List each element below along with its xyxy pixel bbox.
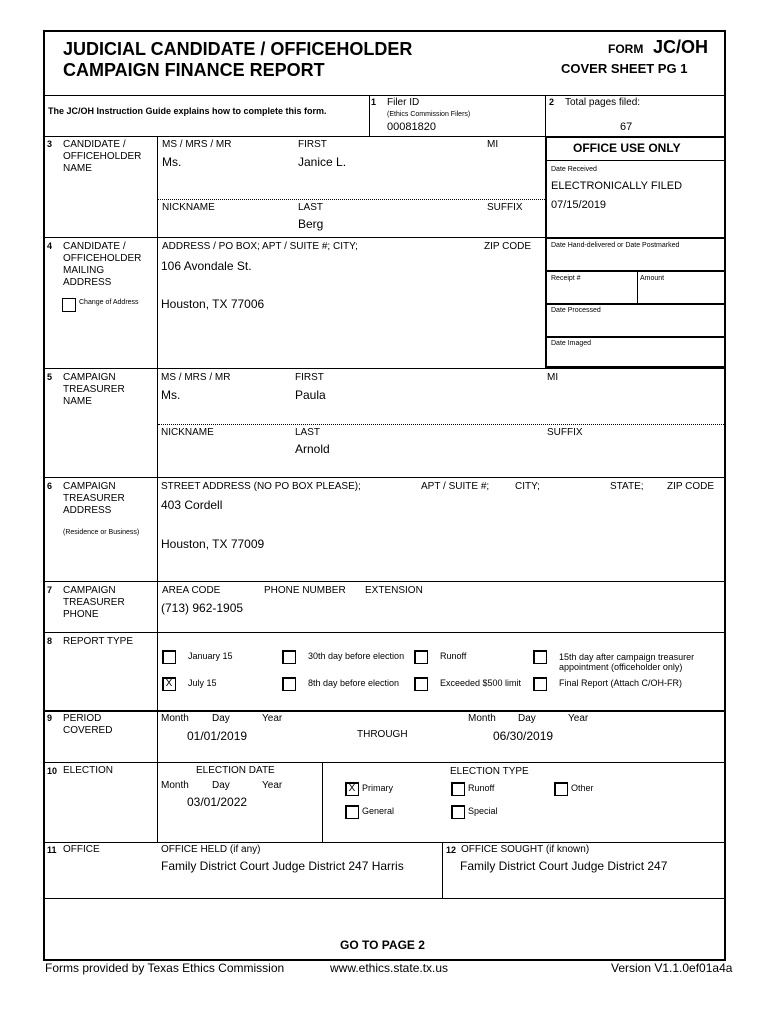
sec5-suffix-label: SUFFIX: [547, 427, 583, 438]
period-to-date: 06/30/2019: [493, 729, 554, 743]
sec8-num: 8: [47, 636, 53, 646]
treasurer-last-name: Arnold: [295, 442, 330, 456]
office-sought-label: OFFICE SOUGHT (if known): [461, 844, 590, 855]
footer-url[interactable]: www.ethics.state.tx.us: [330, 961, 449, 975]
treasurer-street: 403 Cordell: [161, 498, 223, 512]
election-general-checkbox[interactable]: [345, 805, 359, 819]
candidate-first-name: Janice L.: [298, 155, 347, 169]
report-jul15-label: July 15: [188, 678, 217, 688]
sec6-num: 6: [47, 481, 53, 491]
election-type-label: ELECTION TYPE: [450, 766, 529, 777]
election-special-label: Special: [468, 806, 498, 816]
report-15day-label: 15th day after campaign treasurer appointment (officeholder only): [559, 652, 695, 672]
sec3-num: 3: [47, 139, 53, 149]
sec3-first-label: FIRST: [298, 139, 327, 150]
election-year-label: Year: [262, 780, 283, 791]
report-jan15-label: January 15: [188, 651, 233, 661]
office-held-label: OFFICE HELD (if any): [161, 844, 261, 855]
sec5-nickname-label: NICKNAME: [161, 427, 214, 438]
sec11-num: 11: [47, 845, 57, 855]
sec5-last-label: LAST: [295, 427, 321, 438]
report-jan15-checkbox[interactable]: [162, 650, 176, 664]
sec4-num: 4: [47, 241, 53, 251]
candidate-street: 106 Avondale St.: [161, 259, 252, 273]
sec6-label: CAMPAIGN TREASURER ADDRESS: [63, 481, 125, 516]
sec4-columns-label: ADDRESS / PO BOX; APT / SUITE #; CITY;: [162, 241, 358, 252]
form-word: FORM: [608, 42, 644, 56]
report-exceeded-label: Exceeded $500 limit: [440, 678, 522, 688]
sec5-first-label: FIRST: [295, 372, 324, 383]
filed-date: 07/15/2019: [551, 199, 607, 211]
receipt-label: Receipt #: [551, 275, 581, 282]
sec12-num: 12: [446, 845, 457, 855]
form-title-line2: CAMPAIGN FINANCE REPORT: [63, 60, 325, 80]
sec3-salutation-label: MS / MRS / MR: [162, 139, 232, 150]
period-from-year-label: Year: [262, 713, 283, 724]
hand-delivered-label: Date Hand-delivered or Date Postmarked: [551, 242, 680, 249]
election-date: 03/01/2022: [187, 795, 248, 809]
treasurer-city: Houston, TX 77009: [161, 537, 265, 551]
election-runoff-checkbox[interactable]: [451, 782, 465, 796]
election-date-label: ELECTION DATE: [196, 765, 275, 776]
period-to-year-label: Year: [568, 713, 589, 724]
sec5-mi-label: MI: [547, 372, 559, 383]
sec7-phone-label: PHONE NUMBER: [264, 585, 346, 596]
sec8-label: REPORT TYPE: [63, 636, 134, 647]
election-primary-checkbox[interactable]: X: [345, 782, 359, 796]
candidate-salutation: Ms.: [162, 155, 182, 169]
election-primary-label: Primary: [362, 783, 393, 793]
filer-id-num: 1: [371, 97, 377, 107]
election-other-label: Other: [571, 783, 594, 793]
sec10-label: ELECTION: [63, 765, 114, 776]
sec11-label: OFFICE: [63, 844, 100, 855]
amount-label: Amount: [640, 275, 665, 282]
footer-provided: Forms provided by Texas Ethics Commission: [45, 961, 285, 975]
filed-status: ELECTRONICALLY FILED: [551, 180, 683, 192]
period-through: THROUGH: [357, 729, 408, 740]
sec5-label: CAMPAIGN TREASURER NAME: [63, 372, 125, 407]
filer-id-sub: (Ethics Commission Filers): [387, 111, 471, 118]
period-to-month-label: Month: [468, 713, 496, 724]
report-final-label: Final Report (Attach C/OH-FR): [559, 678, 683, 688]
report-30day-label: 30th day before election: [308, 651, 405, 661]
footer-version: Version V1.1.0ef01a4a: [611, 961, 733, 975]
report-final-checkbox[interactable]: [533, 677, 547, 691]
change-of-address-label: Change of Address: [79, 299, 139, 306]
period-from-month-label: Month: [161, 713, 189, 724]
period-from-day-label: Day: [212, 713, 230, 724]
form-title-line1: JUDICIAL CANDIDATE / OFFICEHOLDER: [63, 39, 413, 59]
sec3-label: CANDIDATE / OFFICEHOLDER NAME: [63, 139, 142, 174]
sec4-label: CANDIDATE / OFFICEHOLDER MAILING ADDRESS: [63, 241, 142, 288]
date-processed-label: Date Processed: [551, 307, 601, 314]
change-of-address-checkbox[interactable]: [62, 298, 76, 312]
report-8day-checkbox[interactable]: [282, 677, 296, 691]
sec5-salutation-label: MS / MRS / MR: [161, 372, 231, 383]
report-jul15-checkbox[interactable]: X: [162, 677, 176, 691]
office-use-title: OFFICE USE ONLY: [573, 141, 681, 155]
period-to-day-label: Day: [518, 713, 536, 724]
sec6-city-label: CITY;: [515, 481, 540, 492]
election-day-label: Day: [212, 780, 230, 791]
election-other-checkbox[interactable]: [554, 782, 568, 796]
report-runoff-label: Runoff: [440, 651, 467, 661]
candidate-last-name: Berg: [298, 217, 324, 231]
sec7-label: CAMPAIGN TREASURER PHONE: [63, 585, 125, 620]
sec6-state-label: STATE;: [610, 481, 644, 492]
sec5-num: 5: [47, 372, 53, 382]
treasurer-first-name: Paula: [295, 388, 326, 402]
sec4-zip-label: ZIP CODE: [484, 241, 532, 252]
election-runoff-label: Runoff: [468, 783, 495, 793]
cover-sheet-label: COVER SHEET PG 1: [561, 61, 688, 76]
total-pages-num: 2: [549, 97, 555, 107]
total-pages-value: 67: [620, 121, 633, 133]
sec6-zip-label: ZIP CODE: [667, 481, 715, 492]
sec9-num: 9: [47, 713, 53, 723]
treasurer-salutation: Ms.: [161, 388, 181, 402]
sec6-apt-label: APT / SUITE #;: [421, 481, 490, 492]
sec7-num: 7: [47, 585, 53, 595]
office-held-value: Family District Court Judge District 247 Harris: [161, 859, 404, 873]
report-exceeded-checkbox[interactable]: [414, 677, 428, 691]
election-month-label: Month: [161, 780, 189, 791]
report-15day-checkbox[interactable]: [533, 650, 547, 664]
sec7-ext-label: EXTENSION: [365, 585, 423, 596]
go-to-page-2: GO TO PAGE 2: [340, 938, 425, 952]
date-imaged-label: Date Imaged: [551, 340, 592, 347]
total-pages-label: Total pages filed:: [565, 97, 641, 108]
sec3-last-label: LAST: [298, 202, 324, 213]
sec7-area-label: AREA CODE: [162, 585, 221, 596]
sec3-suffix-label: SUFFIX: [487, 202, 523, 213]
sec3-mi-label: MI: [487, 139, 499, 150]
report-8day-label: 8th day before election: [308, 678, 400, 688]
instruction-text: The JC/OH Instruction Guide explains how to complete this form.: [48, 106, 327, 116]
election-general-label: General: [362, 806, 395, 816]
filer-id-label: Filer ID: [387, 97, 420, 108]
period-from-date: 01/01/2019: [187, 729, 248, 743]
sec9-label: PERIOD COVERED: [63, 713, 113, 736]
sec10-num: 10: [47, 766, 58, 776]
election-special-checkbox[interactable]: [451, 805, 465, 819]
report-30day-checkbox[interactable]: [282, 650, 296, 664]
report-runoff-checkbox[interactable]: [414, 650, 428, 664]
sec6-sub: (Residence or Business): [63, 529, 140, 536]
date-received-label: Date Received: [551, 166, 597, 173]
candidate-city: Houston, TX 77006: [161, 297, 265, 311]
sec6-street-label: STREET ADDRESS (NO PO BOX PLEASE);: [161, 481, 361, 492]
sec3-nickname-label: NICKNAME: [162, 202, 215, 213]
treasurer-phone: (713) 962-1905: [161, 601, 244, 615]
form-code: JC/OH: [653, 37, 709, 57]
filer-id-value: 00081820: [387, 121, 436, 133]
office-sought-value: Family District Court Judge District 247: [460, 859, 668, 873]
